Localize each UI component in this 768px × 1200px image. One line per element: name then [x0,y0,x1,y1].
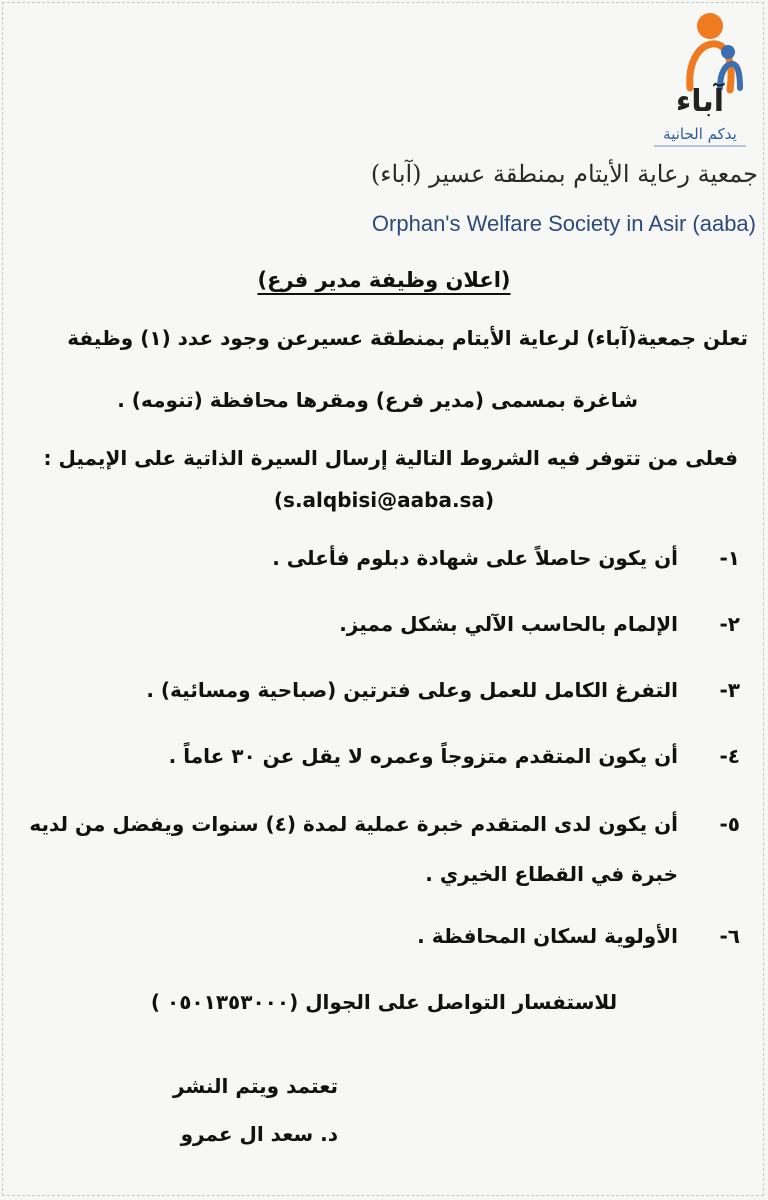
list-item [0,924,768,964]
announcement-title: (اعلان وظيفة مدير فرع) [257,268,511,292]
list-item-text-continued: خبرة في القطاع الخيري . [425,862,678,886]
logo-word: آباء [675,84,725,119]
logo-blue-head [721,45,735,59]
list-item-text: أن يكون حاصلاً على شهادة دبلوم فأعلى . [272,546,678,570]
list-item-number: ٢- [719,612,740,636]
list-item-text: الإلمام بالحاسب الآلي بشكل مميز. [339,612,678,636]
org-name-english: Orphan's Welfare Society in Asir (aaba) [371,211,756,236]
org-name-arabic: جمعية رعاية الأيتام بمنطقة عسير (آباء) [370,160,758,188]
contact-email: (s.alqbisi@aaba.sa) [273,488,495,512]
list-item-text: أن يكون لدى المتقدم خبرة عملية لمدة (٤) سنوات ويفضل من لديه [29,812,678,836]
aaba-logo [640,8,752,158]
list-item-number: ٣- [719,678,740,702]
contact-phone-line: للاستفسار التواصل على الجوال (٠٥٠١٣٥٣٠٠٠ ) [150,990,618,1014]
list-item-text: الأولوية لسكان المحافظة . [417,924,678,948]
list-item [0,678,768,718]
intro-line-1: تعلن جمعية(آباء) لرعاية الأيتام بمنطقة عسيرعن وجود عدد (١) وظيفة [67,326,748,350]
list-item [0,812,768,904]
list-item-number: ٥- [719,812,740,836]
list-item-text: أن يكون المتقدم متزوجاً وعمره لا يقل عن ٣٠ عاماً . [168,744,678,768]
logo-orange-head [697,13,723,39]
intro-line-2: شاغرة بمسمى (مدير فرع) ومقرها محافظة (تنومه) . [117,388,638,412]
approval-note: تعتمد ويتم النشر [173,1074,338,1098]
list-item-text: التفرغ الكامل للعمل وعلى فترتين (صباحية ومسائية) . [146,678,678,702]
logo-tagline: يدكم الحانية [663,125,737,143]
list-item [0,612,768,652]
list-item-number: ٤- [719,744,740,768]
list-item [0,546,768,586]
intro-line-3: فعلى من تتوفر فيه الشروط التالية إرسال السيرة الذاتية على الإيميل : [43,446,738,470]
signatory-name: د. سعد ال عمرو [180,1122,338,1146]
list-item-number: ١- [719,546,740,570]
list-item [0,744,768,784]
list-item-number: ٦- [719,924,740,948]
